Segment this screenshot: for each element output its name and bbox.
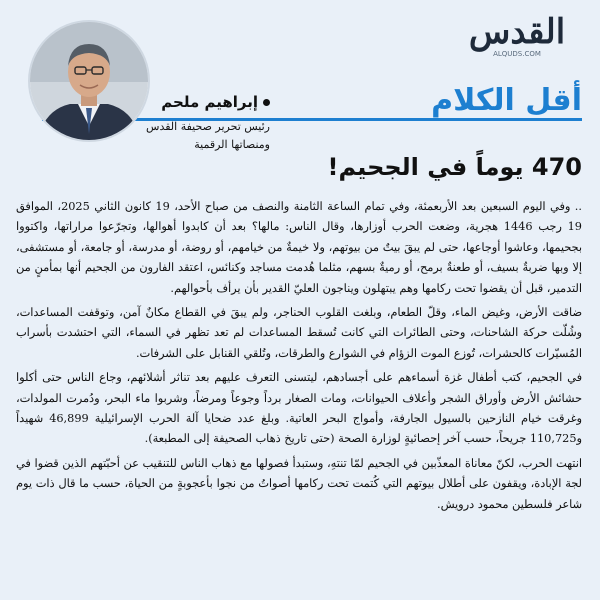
article-paragraph: ضاقت الأرض، وغيض الماء، وقلّ الطعام، وبلغت القلوب الحناجر، ولم يبقَ في القطاع مكانٌ آمن، وتوقفت المساعدات، وشُلّت حركة الشاحنات، وحتى الطائرات التي كانت تُسقط المساعدات لم تعد تظهر في السماء، التي احتشدت بأسراب المُسيّرات كالحشرات، تُوزع الموت الزؤام في الشوارع والطرقات، وتُلقي القنابل على الشرفات. — [16, 306, 582, 360]
article-body — [16, 197, 582, 519]
author-role-line2: ومنصاتها الرقمية — [194, 138, 270, 151]
logo-text: القدس — [468, 12, 566, 52]
article-paragraph: .. وفي اليوم السبعين بعد الأربعمئة، وفي تمام الساعة الثامنة والنصف من صباح الأحد، 19 كانون الثاني 2025، الموافق 19 رجب 1446 هجرية، وضعت الحرب أوزارها، وقال الناس: مالها؟ بعد أن كابدوا أهوالها، وتجرّعوا مراراتها، واكتووا بجحيمها، وعاشوا أوجاعها، حتى لم يبقَ بيتٌ من بيوتهم، ولا خيمةٌ من خيامهم، أو روضة، أو مدرسة، أو جامعة، أو مستشفى، إلا وبها ضربةٌ بسيف، أو طعنةٌ برمح، أو رميةٌ بسهم، مثلما هُدمت مساجد وكنائس، اعتقد الفارون من الجحيم أنها بمأمنٍ من التدمير، قبل أن يقضوا تحت ركامها وهم يبتهلون ويناجون العليّ القدير بأن يرأف بأحوالهم. — [16, 200, 582, 295]
article-headline: 470 يوماً في الجحيم! — [327, 153, 582, 181]
author-role — [120, 118, 270, 154]
bullet-dot-icon — [263, 99, 270, 106]
article-paragraph: انتهت الحرب، لكنّ معاناة المعذّبين في الجحيم لمّا تنتهِ، وستبدأ فصولها مع ذهاب الناس للتنقيب عن أحبّتهم الذين قضوا في لجة الإبادة، ويقفون على أطلال بيوتهم التي كُتمت تحت ركامها أصواتُ من نجوا بأعجوبةٍ من الحياة، حسب ما قال ذات يوم شاعر فلسطين محمود درويش. — [16, 456, 582, 511]
article-paragraph: في الجحيم، كتب أطفال غزة أسماءهم على أجسادهم، ليتسنى التعرف عليهم بعد تناثر أشلائهم، وجاع الناس حتى أكلوا حشائش الأرض وأوراق الشجر وأعلاف الحيوانات، ومات الصغار برداً وجوعاً ومرضاً، وشربوا ماء البحر، ودُمرت المولدات، وغرقت خيام النازحين بالسيول الجارفة، وأمواج البحر العاتية. وبلغ عدد ضحايا آلة الحرب الإسرائيلية 46,899 شهيداً و110,725 جريحاً، حسب آخر إحصائيةٍ لوزارة الصحة (حتى تاريخ ذهاب الصحيفة إلى المطبعة). — [16, 371, 582, 446]
portrait-illustration — [30, 22, 148, 140]
author-role-line1: رئيس تحرير صحيفة القدس — [146, 120, 270, 133]
newspaper-logo — [452, 12, 582, 68]
author-portrait — [28, 20, 150, 142]
column-title: أقل الكلام — [431, 83, 582, 118]
logo-subtitle: ALQUDS.COM — [493, 50, 541, 58]
author-name: إبراهيم ملحم — [161, 93, 258, 111]
